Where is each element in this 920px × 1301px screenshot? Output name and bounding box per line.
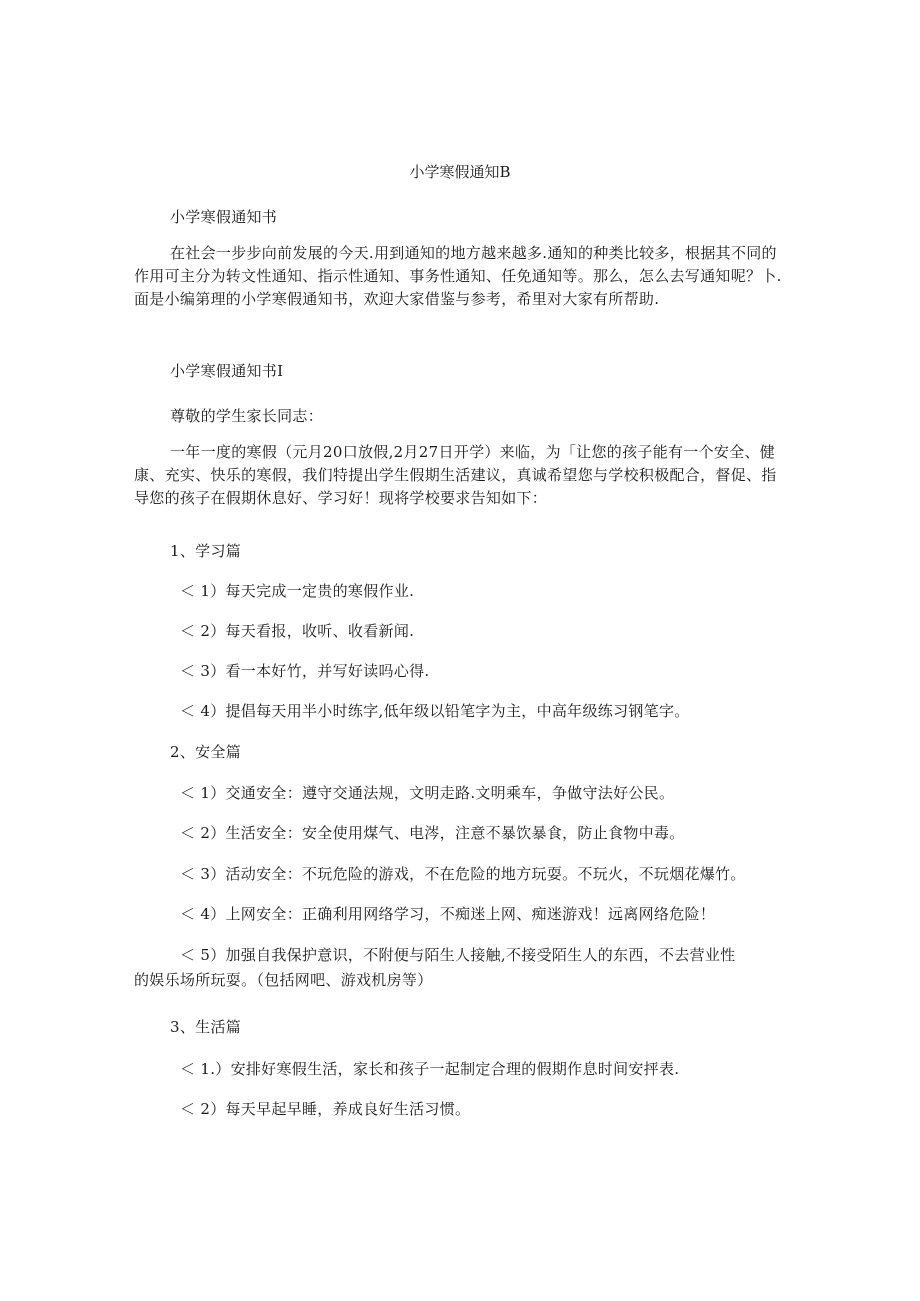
- subtitle: 小学寒假通知书: [170, 208, 278, 226]
- list-item: ＜ 4）提倡每天用半小时练字,低年级以铅笔字为主，中高年级练习钢笔字。: [180, 702, 690, 720]
- section1-heading: 1、学习篇: [170, 542, 242, 560]
- section3-heading: 3、生活篇: [170, 1018, 242, 1036]
- list-item: ＜ 3）活动安全：不玩危险的游戏，不在危险的地方玩耍。不玩火，不玩烟花爆竹。: [180, 865, 746, 883]
- list-item: ＜ 1）每天完成一定贵的寒假作业.: [180, 582, 415, 600]
- intro-paragraph: 在社会一步步向前发展的今天.用到通知的地方越来越多.通知的种类比较多，根据其不同的作用可主分为转文性通知、指示性通知、事务性通知、任免通知等。那么，怎么去写通知呢？卜.面是小编第理的小学寒假通知书，欢迎大家借鉴与参考，希里对大家有所帮助.: [134, 244, 782, 308]
- list-item: ＜ 2）每天早起早睡，养成良好生活习惯。: [180, 1100, 471, 1118]
- list-item: ＜ 4）上网安全：正确利用网络学习，不痴迷上网、痴迷游戏！远离网络危险！: [180, 905, 716, 923]
- document-title: 小学寒假通知B: [409, 163, 511, 181]
- salutation: 尊敬的学生家长同志：: [170, 407, 324, 425]
- list-item: ＜ 1.）安排好寒假生活，家长和孩子一起制定合理的假期作息时间安抨表.: [180, 1060, 680, 1078]
- body-paragraph: 一年一度的寒假（元月20口放假,2月27日开学）来临，为「让您的孩子能有一个安全、健康、充实、快乐的寒假，我们特提出学生假期生活建议，真诚希望您与学校积极配合，督促、指导您的孩子在假期休息好、学习好！现将学校要求告知如下：: [134, 443, 777, 507]
- list-item: ＜ 2）生活安全：安全使用煤气、电涔，注意不暴饮暴食，防止食物中毒。: [180, 824, 685, 842]
- list-item: ＜ 3）看一本好竹，并写好读吗心得.: [180, 662, 430, 680]
- list-item: ＜ 5）加强自我保护意识，不附便与陌生人接触,不接受陌生人的东西，不去营业性: [180, 946, 736, 964]
- list-item: ＜ 1）交通安全：遵守交通法规，文明走路.文明乘车，争做守法好公民。: [180, 784, 675, 802]
- section-heading-notice: 小学寒假通知书I: [170, 362, 284, 380]
- section2-heading: 2、安全篇: [170, 743, 242, 761]
- list-item-continuation: 的娱乐场所玩耍。（包括网吧、游戏机房等）: [134, 971, 433, 989]
- list-item: ＜ 2）每天看报，收听、收看新闻.: [180, 622, 415, 640]
